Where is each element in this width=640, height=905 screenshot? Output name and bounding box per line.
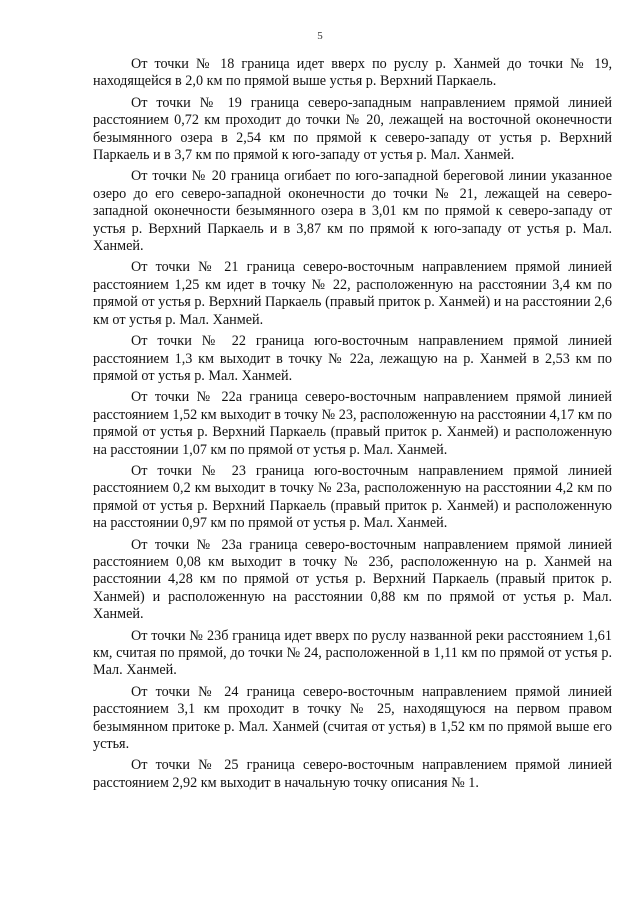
page-number: 5 — [317, 30, 323, 42]
document-body — [93, 56, 612, 796]
paragraph-point-20: От точки № 20 граница огибает по юго-западной береговой линии указанное озеро до его северо-западной оконечности до точки № 21, лежащей на северо-западной оконечности безымянного озера в 3,01 км по прямой к северо-западу от устья р. Верхний Паркаель и в 3,87 км по прямой к юго-западу от устья р. Мал. Ханмей. — [93, 168, 612, 255]
paragraph-point-22: От точки № 22 граница юго-восточным направлением прямой линией расстоянием 1,3 км выходит в точку № 22а, лежащую на р. Ханмей в 2,53 км по прямой от устья р. Мал. Ханмей. — [93, 333, 612, 384]
paragraph-point-19: От точки № 19 граница северо-западным направлением прямой линией расстоянием 0,72 км проходит до точки № 20, лежащей на восточной оконечности безымянного озера в 2,54 км по прямой к северо-западу от устья р. Верхний Паркаель и в 3,7 км по прямой к юго-западу от устья р. Мал. Ханмей. — [93, 94, 612, 164]
paragraph-point-18: От точки № 18 граница идет вверх по руслу р. Ханмей до точки № 19, находящейся в 2,0 км по прямой выше устья р. Верхний Паркаель. — [93, 56, 612, 90]
paragraph-point-21: От точки № 21 граница северо-восточным направлением прямой линией расстоянием 1,25 км идет в точку № 22, расположенную на расстоянии 3,4 км по прямой от устья р. Верхний Паркаель (правый приток р. Ханмей) и на расстоянии 2,6 км от устья р. Мал. Ханмей. — [93, 259, 612, 328]
paragraph-point-25: От точки № 25 граница северо-восточным направлением прямой линией расстоянием 2,92 км выходит в начальную точку описания № 1. — [93, 757, 612, 791]
paragraph-point-23: От точки № 23 граница юго-восточным направлением прямой линией расстоянием 0,2 км выходит в точку № 23а, расположенную на расстоянии 4,2 км по прямой от устья р. Верхний Паркаель (правый приток р. Ханмей) и расположенную на расстоянии 0,97 км по прямой от устья р. Мал. Ханмей. — [93, 462, 612, 532]
paragraph-point-23a: От точки № 23а граница северо-восточным направлением прямой линией расстоянием 0,08 км выходит в точку № 23б, расположенную на р. Ханмей на расстоянии 4,28 км по прямой от устья р. Верхний Паркаель (правый приток р. Ханмей) и расположенную на расстоянии 0,88 км по прямой от устья р. Мал. Ханмей. — [93, 536, 612, 623]
paragraph-point-23b: От точки № 23б граница идет вверх по руслу названной реки расстоянием 1,61 км, считая по прямой, до точки № 24, расположенной в 1,11 км по прямой от устья р. Мал. Ханмей. — [93, 627, 612, 679]
paragraph-point-24: От точки № 24 граница северо-восточным направлением прямой линией расстоянием 3,1 км проходит в точку № 25, находящуюся на первом правом безымянном притоке р. Мал. Ханмей (считая от устья) в 1,52 км по прямой выше его устья. — [93, 683, 612, 753]
paragraph-point-22a: От точки № 22а граница северо-восточным направлением прямой линией расстоянием 1,52 км выходит в точку № 23, расположенную на расстоянии 4,17 км по прямой от устья р. Верхний Паркаель (правый приток р. Ханмей) и расположенную на расстоянии 1,07 км по прямой от устья р. Мал. Ханмей. — [93, 389, 612, 458]
